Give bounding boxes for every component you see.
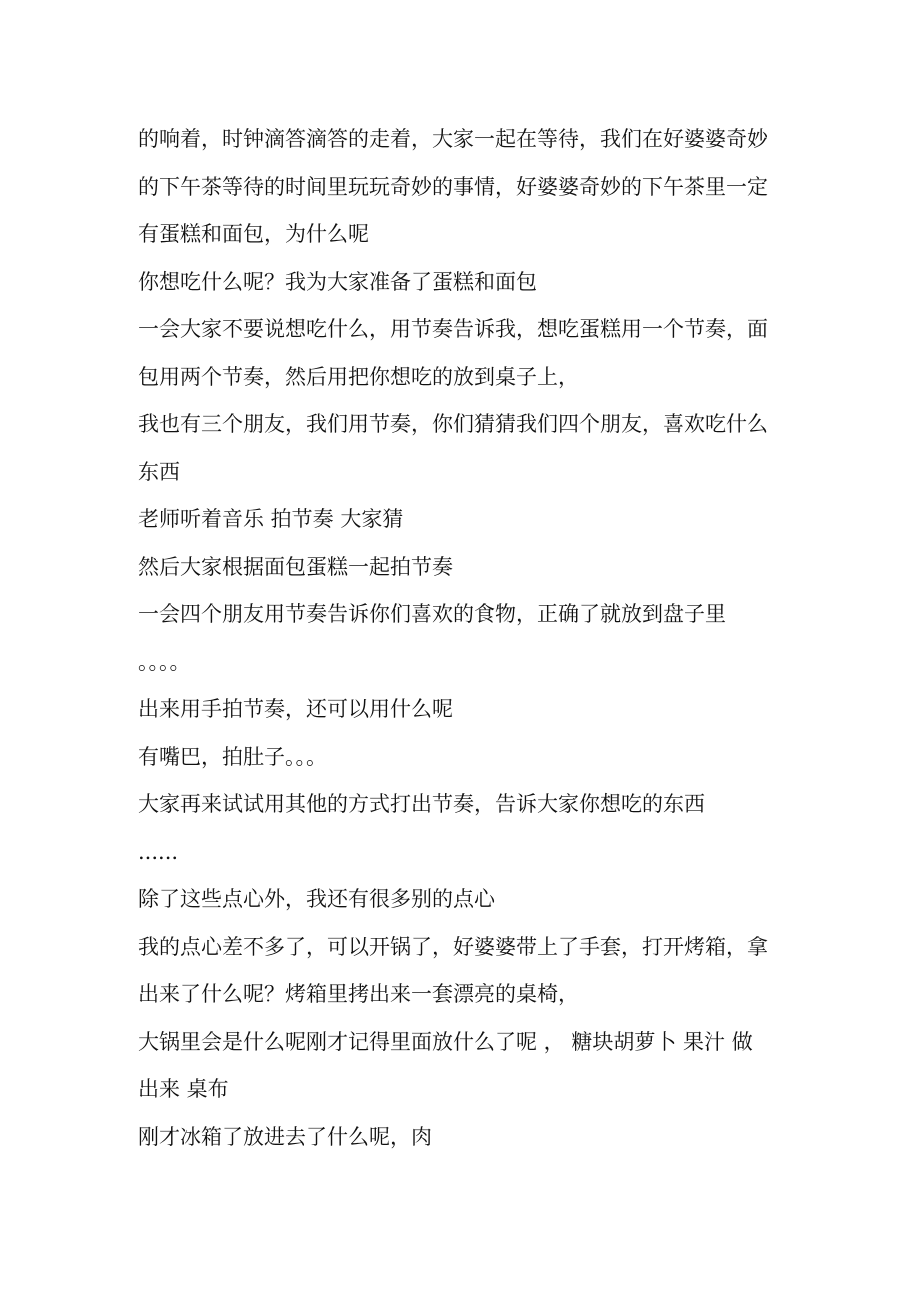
text-line: 刚才冰箱了放进去了什么呢，肉 [138, 1124, 432, 1149]
text-line: 的响着，时钟滴答滴答的走着，大家一起在等待，我们在好婆婆奇妙 [138, 127, 768, 151]
text-line: 老师听着音乐 拍节奏 大家猜 [138, 507, 404, 531]
text-line: 大锅里会是什么呢刚才记得里面放什么了呢 ， 糖块胡萝卜 果汁 做 [138, 1029, 753, 1054]
document-body [138, 116, 798, 1161]
text-line: 。。。。 [138, 649, 191, 674]
text-line: 你想吃什么呢？我为大家准备了蛋糕和面包 [138, 269, 537, 294]
text-line: 的下午茶等待的时间里玩玩奇妙的事情，好婆婆奇妙的下午茶里一定 [138, 174, 768, 199]
text-line: 有蛋糕和面包，为什么呢 [138, 222, 369, 246]
text-line: 包用两个节奏，然后用把你想吃的放到桌子上， [138, 364, 579, 389]
text-line: ...... [138, 839, 179, 864]
text-line: 除了这些点心外，我还有很多别的点心 [138, 887, 495, 911]
text-line: 东西 [138, 459, 180, 484]
text-line: 我也有三个朋友，我们用节奏，你们猜猜我们四个朋友，喜欢吃什么 [138, 412, 768, 436]
text-line: 我的点心差不多了，可以开锅了，好婆婆带上了手套，打开烤箱，拿 [138, 934, 768, 959]
text-line: 出来了什么呢？烤箱里拷出来一套漂亮的桌椅， [138, 982, 579, 1006]
text-line: 一会大家不要说想吃什么，用节奏告诉我，想吃蛋糕用一个节奏，面 [138, 317, 768, 341]
text-line: 出来 桌布 [138, 1077, 229, 1101]
text-line: 然后大家根据面包蛋糕一起拍节奏 [138, 554, 453, 579]
text-line: 有嘴巴，拍肚子。。。 [138, 744, 327, 769]
text-line: 出来用手拍节奏，还可以用什么呢 [138, 697, 453, 721]
text-line: 一会四个朋友用节奏告诉你们喜欢的食物，正确了就放到盘子里 [138, 602, 726, 626]
text-line: 大家再来试试用其他的方式打出节奏，告诉大家你想吃的东西 [138, 792, 705, 816]
